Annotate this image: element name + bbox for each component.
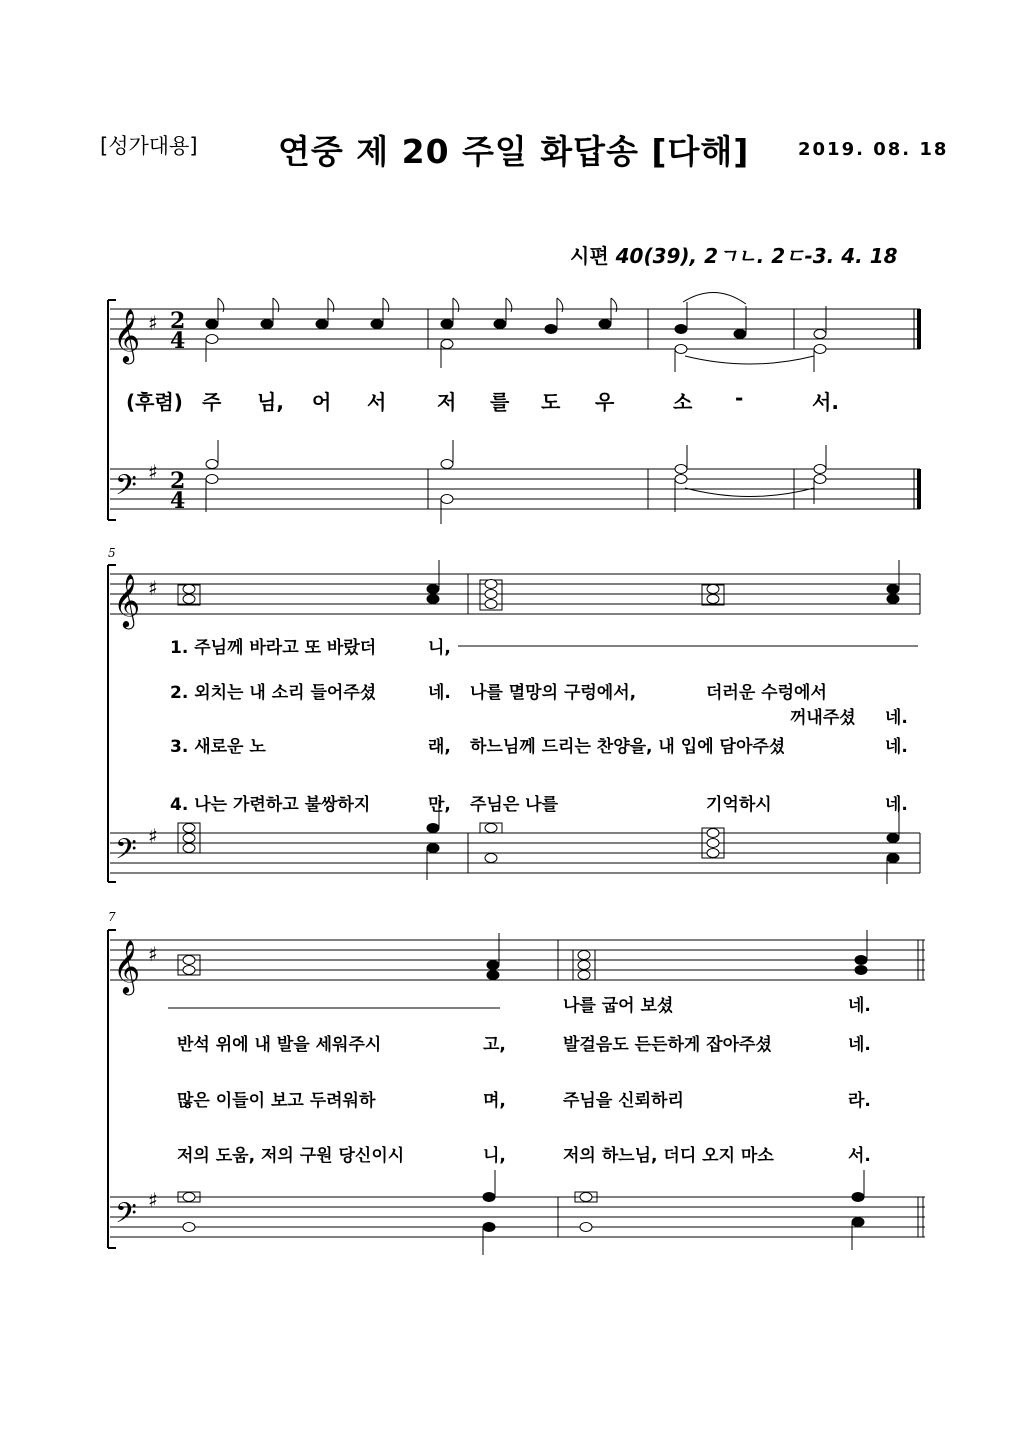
treble-clef-icon: 𝄞 xyxy=(113,939,141,993)
measure-number: 5 xyxy=(108,546,116,560)
verse2-end: 네. xyxy=(428,683,451,703)
verse2-text: 나를 멸망의 구렁에서, xyxy=(470,683,637,703)
time-sig-bottom: 4 xyxy=(170,488,186,514)
refrain-syllable: 서 xyxy=(367,390,387,414)
treble-staff-1 xyxy=(110,309,920,349)
verse3-end: 며, xyxy=(483,1091,506,1111)
verse4-end: 니, xyxy=(483,1146,506,1166)
refrain-syllable: 우 xyxy=(595,390,615,414)
measure-number: 7 xyxy=(108,910,116,924)
verse3-end: 네. xyxy=(885,737,908,757)
refrain-syllable: 도 xyxy=(541,390,561,414)
verse2-end: 네. xyxy=(885,708,908,728)
verse2-end: 고, xyxy=(483,1035,506,1055)
verse3-end: 라. xyxy=(848,1091,871,1111)
psalm-prefix: 시편 xyxy=(570,244,616,268)
refrain-syllable: 저 xyxy=(437,390,457,414)
refrain-syllable: 주 xyxy=(202,390,222,414)
verse3-end: 래, xyxy=(428,737,451,757)
treble-clef-icon: 𝄞 xyxy=(113,308,141,362)
verse2-text: 반석 위에 내 발을 세워주시 xyxy=(177,1035,382,1055)
notes-treble-1 xyxy=(206,292,826,372)
system-1 xyxy=(108,300,920,520)
refrain-syllable: 소 xyxy=(673,390,693,414)
verse2-text: 꺼내주셨 xyxy=(790,708,856,728)
verse1-end: 네. xyxy=(848,996,871,1016)
header-tag: [성가대용] xyxy=(100,134,198,158)
sharp-icon: ♯ xyxy=(148,824,158,848)
verse3-text: 많은 이들이 보고 두려워하 xyxy=(177,1091,376,1111)
verse4-text: 저의 도움, 저의 구원 당신이시 xyxy=(177,1146,405,1166)
bass-clef-icon: 𝄢 xyxy=(115,833,137,873)
date: 2019. 08. 18 xyxy=(798,139,949,160)
refrain-label: (후렴) xyxy=(126,390,183,414)
sharp-icon: ♯ xyxy=(148,576,158,600)
verse2-text: 더러운 수렁에서 xyxy=(706,683,827,703)
verse4-text: 저의 하느님, 더디 오지 마소 xyxy=(563,1146,774,1166)
sharp-icon: ♯ xyxy=(148,1188,158,1212)
refrain-syllable: - xyxy=(735,386,744,410)
refrain-syllable: 님, xyxy=(257,390,284,414)
bass-staff-1 xyxy=(110,469,920,509)
verse1-text: 나를 굽어 보셨 xyxy=(563,996,674,1016)
verse4-end: 서. xyxy=(848,1146,871,1166)
bass-clef-icon: 𝄢 xyxy=(115,1197,137,1237)
verse1-end: 니, xyxy=(428,638,451,658)
refrain-syllable: 를 xyxy=(490,390,510,414)
verse1-text: 1. 주님께 바라고 또 바랐더 xyxy=(170,638,377,658)
time-sig-top: 2 xyxy=(170,308,186,334)
verse3-text: 3. 새로운 노 xyxy=(170,737,266,757)
sharp-icon: ♯ xyxy=(148,311,158,335)
sharp-icon: ♯ xyxy=(148,460,158,484)
verse4-end: 네. xyxy=(885,795,908,815)
psalm-verses: 40(39), 2ㄱㄴ. 2ㄷ-3. 4. 18 xyxy=(615,244,898,268)
page-title: 연중 제 20 주일 화답송 [다해] xyxy=(278,132,750,171)
verse2-text: 발걸음도 든든하게 잡아주셨 xyxy=(563,1035,772,1055)
verse3-text: 하느님께 드리는 찬양을, 내 입에 담아주셨 xyxy=(470,737,786,757)
treble-clef-icon: 𝄞 xyxy=(113,573,141,627)
time-sig-bottom: 4 xyxy=(170,328,186,354)
verse2-text: 2. 외치는 내 소리 들어주셨 xyxy=(170,683,377,703)
sharp-icon: ♯ xyxy=(148,942,158,966)
notes-bass-1 xyxy=(206,440,826,524)
verse2-end: 네. xyxy=(848,1035,871,1055)
refrain-syllable: 서. xyxy=(812,390,839,414)
time-sig-top: 2 xyxy=(170,468,186,494)
refrain-syllable: 어 xyxy=(312,390,332,414)
verse3-text: 주님을 신뢰하리 xyxy=(563,1091,684,1111)
bass-clef-icon: 𝄢 xyxy=(115,469,137,509)
verse4-end: 만, xyxy=(428,795,451,815)
verse4-text: 4. 나는 가련하고 불쌍하지 xyxy=(170,795,371,815)
verse4-text: 주님은 나를 xyxy=(470,795,559,815)
verse4-text: 기억하시 xyxy=(706,795,772,815)
